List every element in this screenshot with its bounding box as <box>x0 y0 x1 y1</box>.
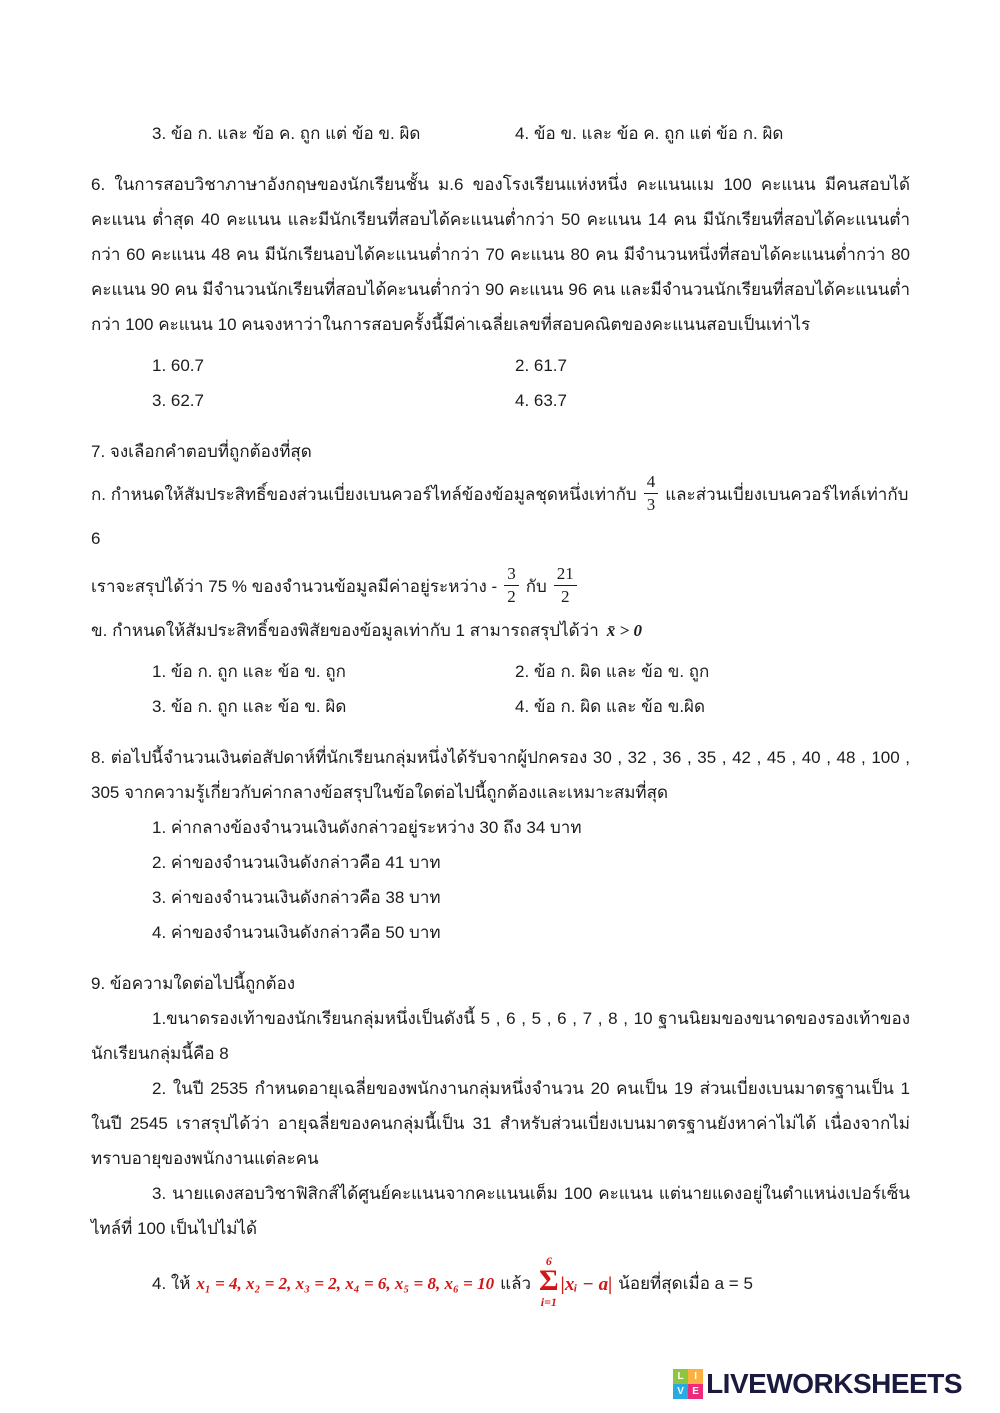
icon-letter-v: V <box>673 1384 688 1399</box>
statement-text: ก. กำหนดให้สัมประสิทธิ์ของส่วนเบี่ยงเบนควอร์ไทล์ข้องข้อมูลชุดหนึ่งเท่ากับ <box>91 485 637 504</box>
answer-option: 3. 62.7 <box>152 391 204 410</box>
fraction-numerator: 21 <box>554 564 577 586</box>
question-8-text: 8. ต่อไปนี้จำนวนเงินต่อสัปดาห์ที่นักเรียนกลุ่มหนึ่งได้รับจากผู้ปกครอง 30 , 32 , 36 , 35 , 42 , 45 , 40 , 48 , 100 , 305 จากความรู้เกี่ยวกับค่ากลางข้อสรุปในข้อใดต่อไปนี้ถูกต้องและเหมาะสมที่สุด <box>91 748 910 802</box>
answer-option: 1. ค่ากลางข้องจำนวนเงินดังกล่าวอยู่ระหว่าง 30 ถึง 34 บาท <box>152 818 582 837</box>
question-9-item-4 <box>91 1256 910 1313</box>
icon-letter-i: I <box>688 1369 703 1384</box>
fraction-denominator: 2 <box>507 587 516 607</box>
statement-text: เราจะสรุปได้ว่า 75 % ของจำนวนข้อมูลมีค่าอยู่ระหว่าง - <box>91 577 498 596</box>
fraction-denominator: 3 <box>646 495 656 515</box>
answer-option: 2. ข้อ ก. ผิด และ ข้อ ข. ถูก <box>515 662 710 681</box>
question-7-options-row-2 <box>91 689 910 724</box>
answer-option: 4. ข้อ ก. ผิด และ ข้อ ข.ผิด <box>515 697 706 716</box>
question-6-text: 6. ในการสอบวิชาภาษาอังกฤษของนักเรียนชั้น ม.6 ของโรงเรียนแห่งหนึ่ง คะแนนเเม 100 คะแนน มีคนสอบได้คะแนน ต่ำสุด 40 คะแนน และมีนักเรียนที่สอบได้คะแนนต่ำกว่า 50 คะแนน 14 คน มีนักเรียนที่สอบได้คะแนนต่ำกว่า 60 คะแนน 48 คน มีนักเรียนอบได้คะแนนต่ำกว่า 70 คะแนน 80 คน มีจำนวนหนึ่งที่สอบได้คะแนนต่ำกว่า 80 คะแนน 90 คน มีจำนวนนักเรียนที่สอบได้คะนนต่ำกว่า 90 คะแนน 96 คน และมีจำนวนนักเรียนที่สอบได้คะแนนต่ำกว่า 100 คะแนน 10 คนจงหาว่าในการสอบครั้งนี้มีค่าเฉลี่ยเลขที่สอบคณิตของคะแนนสอบเป็นเท่าไร <box>91 175 910 334</box>
answer-option: 2. ค่าของจำนวนเงินดังกล่าวคือ 41 บาท <box>152 853 441 872</box>
fraction-3-over-2 <box>504 564 519 606</box>
question-6-options-row-1 <box>91 348 910 383</box>
answer-option: 4. ข้อ ข. และ ข้อ ค. ถูก แต่ ข้อ ก. ผิด <box>515 124 784 143</box>
liveworksheets-logo[interactable] <box>673 1368 962 1400</box>
question-9-item-3: 3. นายแดงสอบวิชาฟิสิกส์ได้ศูนย์คะแนนจากคะแนนเต็ม 100 คะแนน แต่นายแดงอยู่ในตำแหน่งเปอร์เซ็นไทล์ที่ 100 เป็นไปไม่ได้ <box>91 1184 910 1238</box>
math-x-assignments: x₁ = 4, x₂ = 2, x₃ = 2, x₄ = 6, x₅ = 8, x₆ = 10 <box>196 1274 495 1293</box>
statement-text: แล้ว <box>500 1274 532 1293</box>
answer-option: 4. ค่าของจำนวนเงินดังกล่าวคือ 50 บาท <box>152 923 441 942</box>
answer-option: 4. 63.7 <box>515 391 567 410</box>
answer-option: 3. ค่าของจำนวนเงินดังกล่าวคือ 38 บาท <box>152 888 441 907</box>
fraction-numerator: 4 <box>644 472 659 494</box>
math-absolute-difference: |xᵢ − a| <box>560 1273 613 1295</box>
statement-text: และส่วนเบี่ยงเบนควอร์ไทล์เท่ากับ 6 <box>91 485 909 548</box>
summation-lower-limit: i=1 <box>540 1294 557 1309</box>
fraction-4-over-3 <box>644 472 659 514</box>
statement-text: ข. กำหนดให้สัมประสิทธิ์ของพิสัยของข้อมูลเท่ากับ 1 สามารถสรุปได้ว่า <box>91 621 599 640</box>
question-7-statement-a <box>91 473 910 561</box>
question-9-item-1: 1.ขนาดรองเท้าของนักเรียนกลุ่มหนึ่งเป็นดังนี้ 5 , 6 , 5 , 6 , 7 , 8 , 10 ฐานนิยมของขนาดของรองเท้าของนักเรียนกลุ่มนี้คือ 8 <box>91 1009 910 1063</box>
question-8-option-1 <box>91 810 910 845</box>
math-x-bar-greater-than-zero: x̄ > 0 <box>606 621 642 640</box>
sigma-icon: Σ <box>539 1264 559 1298</box>
fraction-numerator: 3 <box>504 564 519 586</box>
brand-name: LIVEWORKSHEETS <box>706 1368 962 1399</box>
question-7-title: 7. จงเลือกคำตอบที่ถูกต้องที่สุด <box>91 442 312 461</box>
question-8-option-2 <box>91 845 910 880</box>
answer-option: 3. ข้อ ก. ถูก และ ข้อ ข. ผิด <box>152 697 347 716</box>
icon-letter-e: E <box>688 1384 703 1399</box>
question-7-statement-a-conclusion <box>91 565 910 609</box>
summation-upper-limit: 6 <box>545 1254 552 1269</box>
fraction-21-over-2 <box>554 564 577 606</box>
answer-option: 1. ข้อ ก. ถูก และ ข้อ ข. ถูก <box>152 662 346 681</box>
question-7-statement-b <box>91 613 910 648</box>
prev-question-options <box>91 116 910 151</box>
summation-symbol <box>539 1255 559 1308</box>
statement-text: น้อยที่สุดเมื่อ a = 5 <box>618 1274 753 1293</box>
question-9-title: 9. ข้อความใดต่อไปนี้ถูกต้อง <box>91 974 296 993</box>
question-8-option-3 <box>91 880 910 915</box>
statement-text: กับ <box>525 577 547 596</box>
question-9-item-2: 2. ในปี 2535 กำหนดอายุเฉลี่ยของพนักงานกลุ่มหนึ่งจำนวน 20 คนเป็น 19 ส่วนเบี่ยงเบนมาตรฐานเป็น 1 ในปี 2545 เราสรุปได้ว่า อายุฉลี่ยของคนกลุ่มนี้เป็น 31 สำหรับส่วนเบี่ยงเบนมาตรฐานยังหาค่าไม่ได้ เนื่องจากไม่ทราบอายุของพนักงานแต่ละคน <box>91 1079 910 1168</box>
question-8-option-4 <box>91 915 910 950</box>
fraction-denominator: 2 <box>561 587 570 607</box>
answer-option: 2. 61.7 <box>515 356 567 375</box>
answer-option: 1. 60.7 <box>152 356 204 375</box>
statement-text: 4. ให้ <box>152 1274 191 1293</box>
answer-option: 3. ข้อ ก. และ ข้อ ค. ถูก แต่ ข้อ ข. ผิด <box>152 124 421 143</box>
icon-letter-l: L <box>673 1369 688 1384</box>
liveworksheets-icon <box>673 1369 703 1399</box>
question-6-options-row-2 <box>91 383 910 418</box>
question-7-options-row-1 <box>91 654 910 689</box>
